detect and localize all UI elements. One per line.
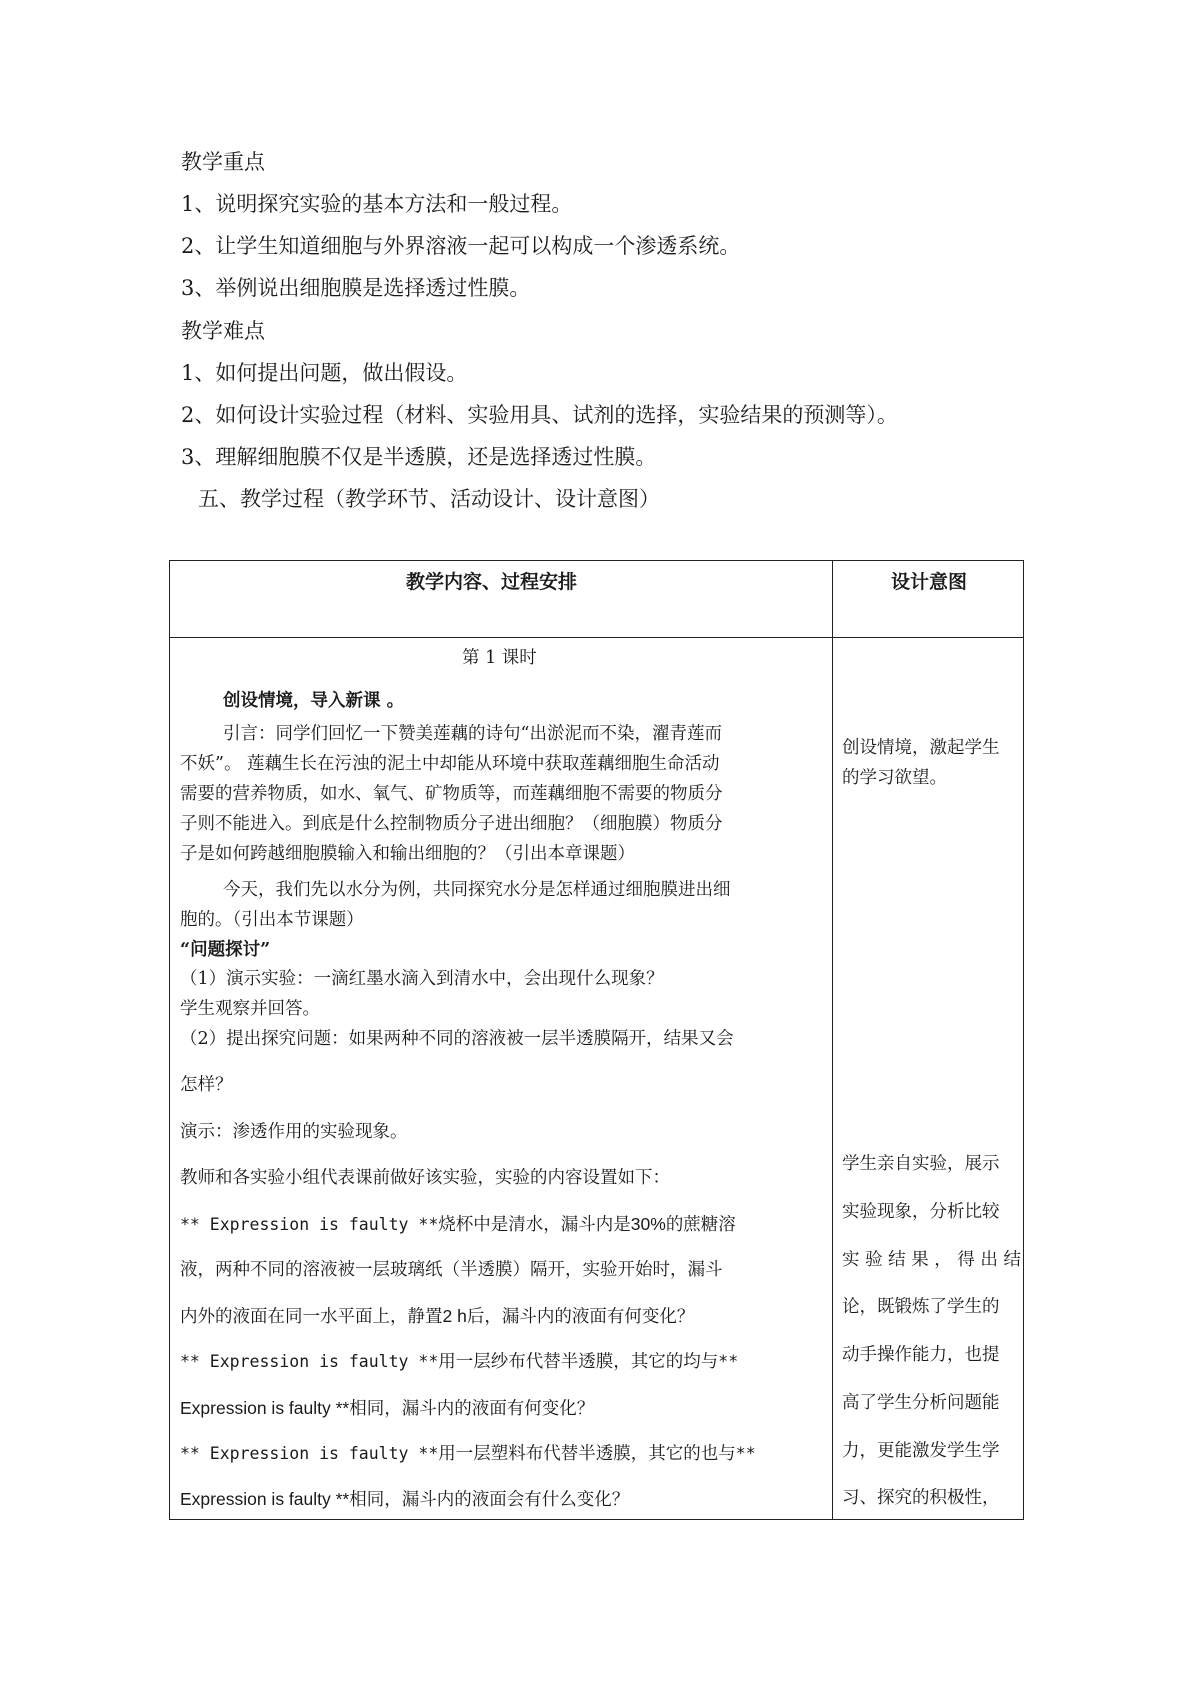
experiment-1-line3: 内外的液面在同一水平面上，静置2 h后，漏斗内的液面有何变化？ [180,1306,695,1327]
header-divider [170,637,1023,638]
difficulty-item-3: 3、理解细胞膜不仅是半透膜，还是选择透过性膜。 [181,445,657,469]
focus-item-3: 3、举例说出细胞膜是选择透过性膜。 [181,276,531,300]
process-table [169,560,1024,1520]
question-1: （1）演示实验：一滴红墨水滴入到清水中，会出现什么现象？ [180,969,664,989]
today-line: 今天，我们先以水分为例，共同探究水分是怎样通过细胞膜进出细 [223,880,731,900]
intro-line: 子则不能进入。到底是什么控制物质分子进出细胞？（细胞膜）物质分 [180,814,723,834]
difficulty-item-1: 1、如何提出问题，做出假设。 [181,361,468,385]
today-line: 胞的。（引出本节课题） [180,910,364,930]
focus-item-2: 2、让学生知道细胞与外界溶液一起可以构成一个渗透系统。 [181,234,741,258]
error-text: ** Expression is faulty ** [180,1444,439,1463]
intro-line: 引言：同学们回忆一下赞美莲藕的诗句“出淤泥而不染，濯青莲而 [223,724,722,744]
intent-1-line: 创设情境，激起学生 [842,738,1000,758]
column-divider [832,561,833,1519]
intent-1-line: 的学习欲望。 [842,768,947,788]
intro-line: 需要的营养物质，如水、氧气、矿物质等，而莲藕细胞不需要的物质分 [180,784,723,804]
intent-2-line: 习、探究的积极性， [842,1488,1000,1508]
experiment-1-line2: 液，两种不同的溶液被一层玻璃纸（半透膜）隔开，实验开始时，漏斗 [180,1260,723,1280]
col1-header: 教学内容、过程安排 [406,571,578,593]
difficulty-heading: 教学难点 [181,319,265,343]
intent-2-line: 高了学生分析问题能 [842,1393,1000,1413]
experiment-3-line1: ** Expression is faulty **用一层塑料布代替半透膜，其它的也与** [180,1444,756,1464]
intro-line: 不妖”。 莲藕生长在污浊的泥土中却能从环境中获取莲藕细胞生命活动 [180,754,720,774]
experiment-2-line2: Expression is faulty **相同，漏斗内的液面有何变化？ [180,1398,595,1419]
intro-heading: 创设情境，导入新课 。 [223,691,405,711]
error-text: ** Expression is faulty ** [180,1215,439,1234]
focus-heading: 教学重点 [181,150,265,174]
intent-2-line: 力，更能激发学生学 [842,1441,1000,1461]
error-text: Expression is faulty ** [180,1489,350,1509]
setup-line: 教师和各实验小组代表课前做好该实验，实验的内容设置如下： [180,1168,670,1188]
intent-2-line: 学生亲自实验，展示 [842,1154,1000,1174]
experiment-3-line2: Expression is faulty **相同，漏斗内的液面会有什么变化？ [180,1489,630,1510]
error-text: ** Expression is faulty ** [180,1352,439,1371]
error-text: Expression is faulty ** [180,1398,350,1418]
discussion-heading: “问题探讨” [180,940,271,960]
question-2-line2: 怎样？ [180,1075,233,1095]
intent-2-line: 实验现象，分析比较 [842,1202,1000,1222]
experiment-2-line1: ** Expression is faulty **用一层纱布代替半透膜，其它的均与** [180,1352,739,1372]
lesson-label: 第 1 课时 [462,648,537,668]
question-2-line1: （2）提出探究问题：如果两种不同的溶液被一层半透膜隔开，结果又会 [180,1029,734,1049]
col2-header: 设计意图 [891,571,968,593]
question-1-answer: 学生观察并回答。 [180,999,320,1019]
intent-2-line: 论，既锻炼了学生的 [842,1297,1000,1317]
intro-line: 子是如何跨越细胞膜输入和输出细胞的？（引出本章课题） [180,844,635,864]
difficulty-item-2: 2、如何设计实验过程（材料、实验用具、试剂的选择，实验结果的预测等）。 [181,403,898,427]
section5-title: 五、教学过程（教学环节、活动设计、设计意图） [198,487,660,511]
experiment-1-line1: ** Expression is faulty **烧杯中是清水，漏斗内是30%的蔗糖溶 [180,1214,736,1235]
demo-line: 演示：渗透作用的实验现象。 [180,1122,408,1142]
intent-2-line: 动手操作能力，也提 [842,1345,1000,1365]
focus-item-1: 1、说明探究实验的基本方法和一般过程。 [181,192,573,216]
intent-2-line: 实 验 结 果 ， 得 出 结 [842,1250,1021,1270]
